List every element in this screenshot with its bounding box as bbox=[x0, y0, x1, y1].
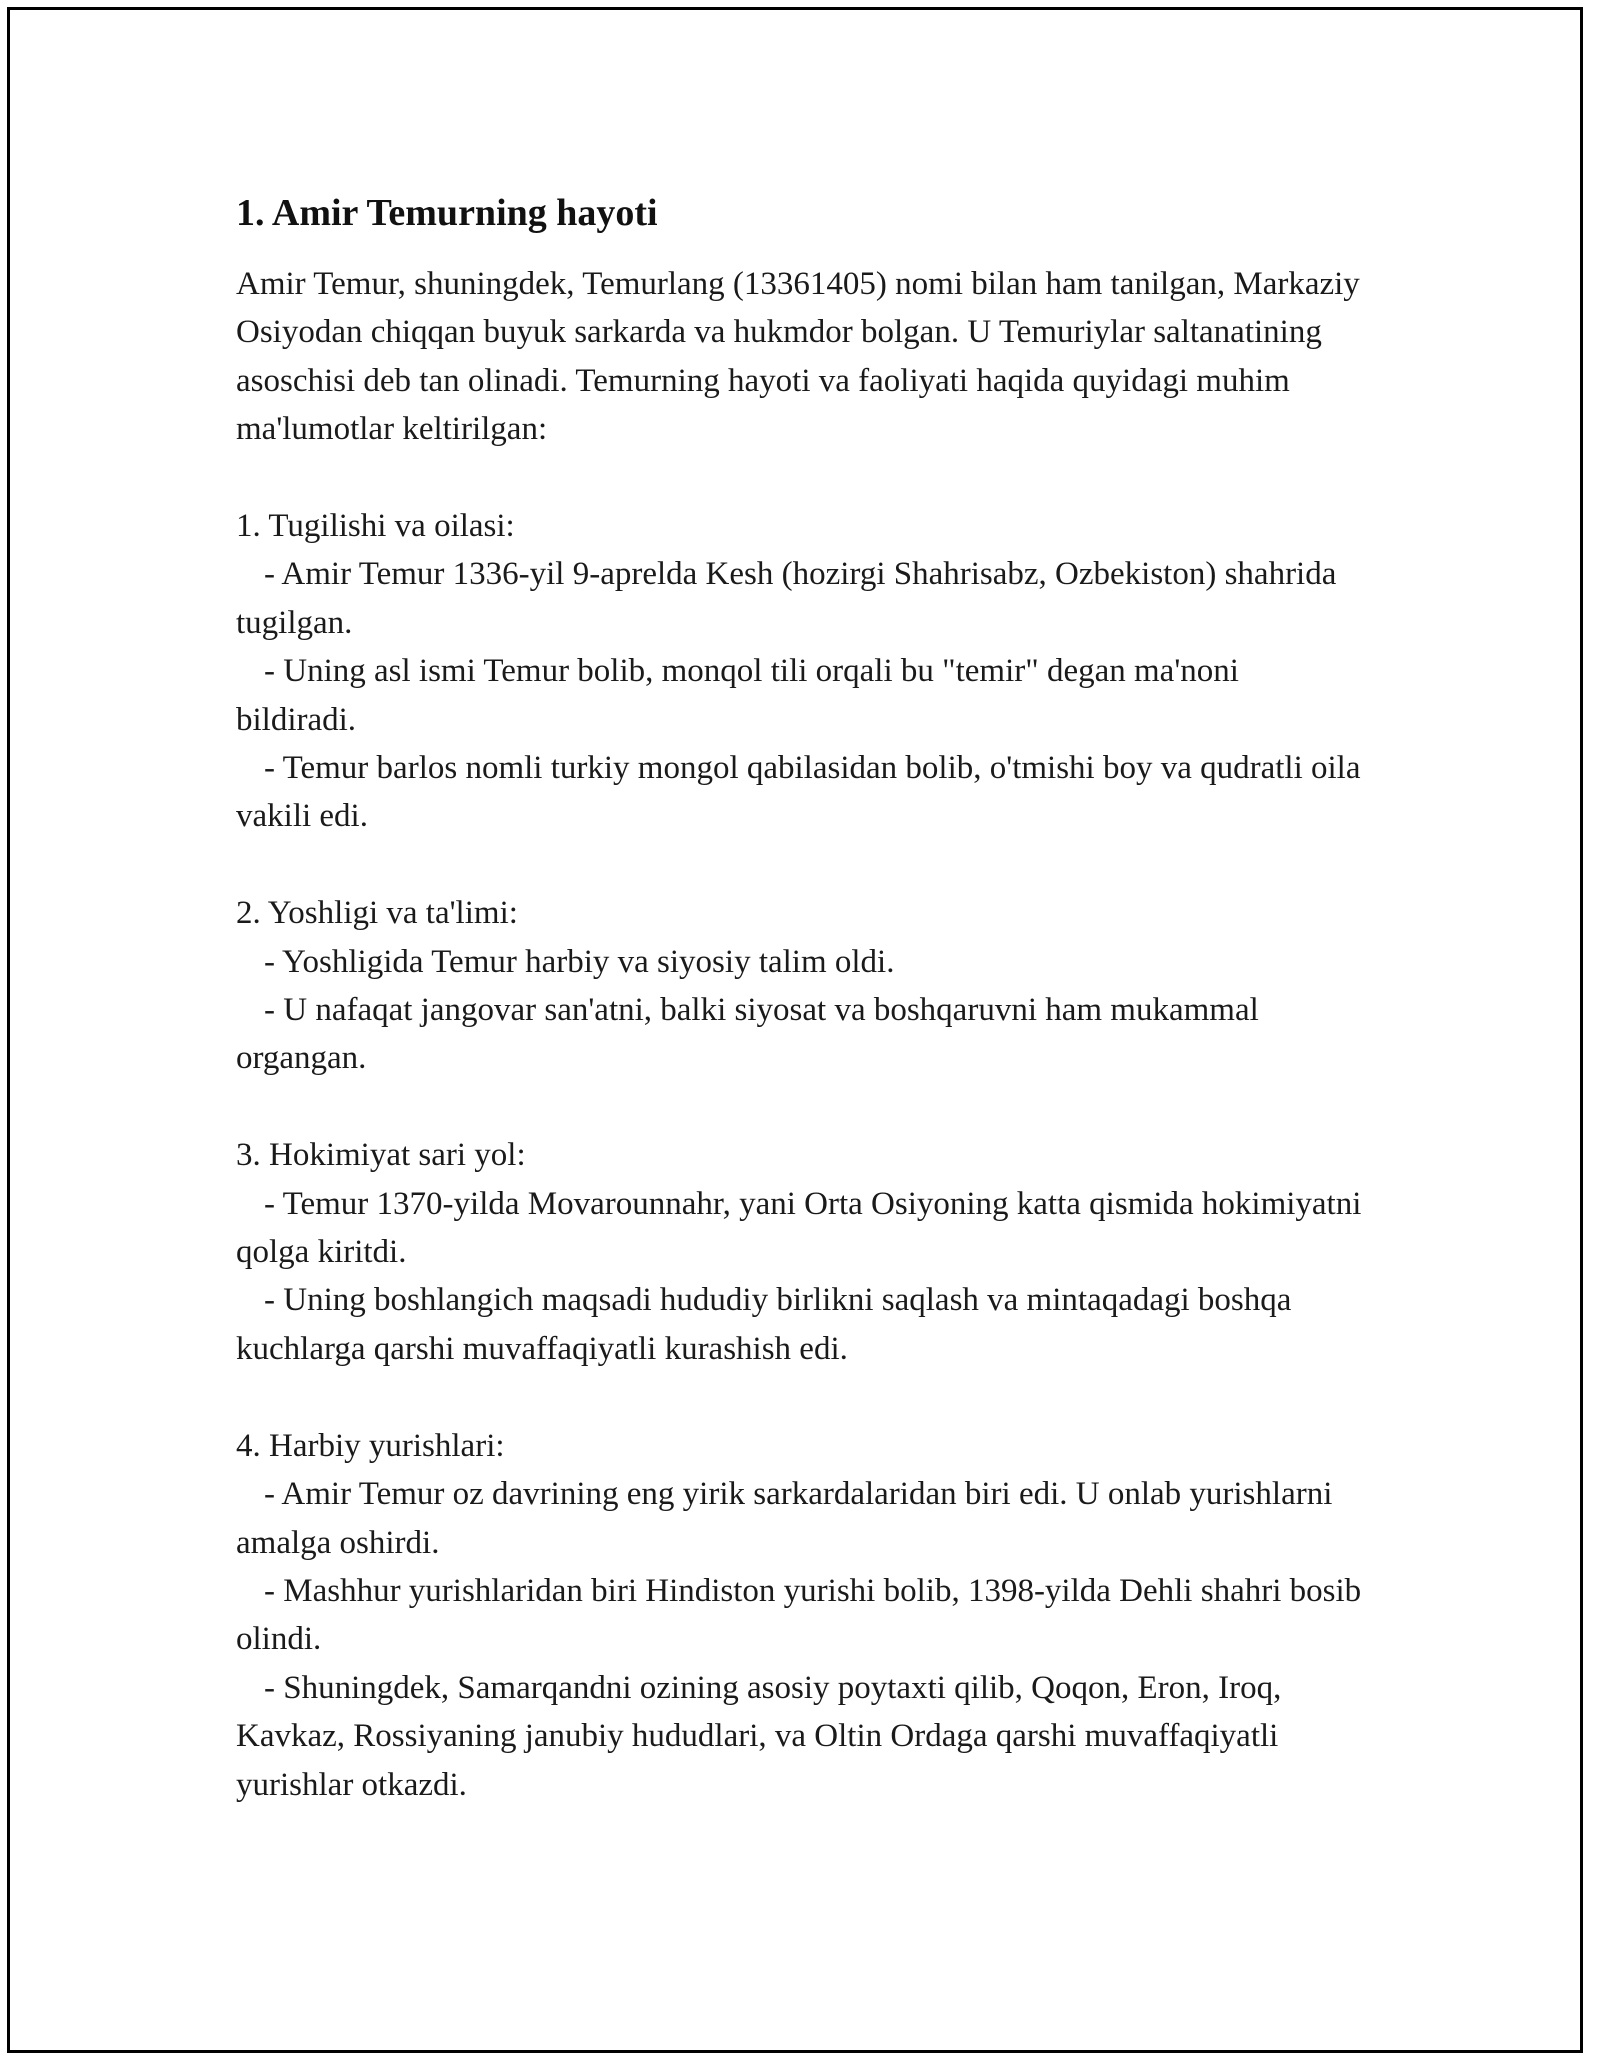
section-bullet: - Shuningdek, Samarqandni ozining asosiy poytaxti qilib, Qoqon, Eron, Iroq, Kavkaz, Rossiyaning janubiy hududlari, va Oltin Ordaga qarshi muvaffaqiyatli yurishlar otkazdi. bbox=[236, 1669, 1282, 1803]
section-heading: 1. Tugilishi va oilasi: bbox=[236, 508, 515, 545]
spacer bbox=[236, 841, 1366, 889]
section-4 bbox=[236, 1422, 1366, 1809]
document-body bbox=[236, 187, 1369, 1809]
section-bullet: - U nafaqat jangovar san'atni, balki siyosat va boshqaruvni ham mukammal organgan. bbox=[236, 992, 1259, 1077]
spacer bbox=[236, 1373, 1366, 1421]
section-bullet: - Amir Temur oz davrining eng yirik sarkardalaridan biri edi. U onlab yurishlarni amalga oshirdi. bbox=[236, 1476, 1333, 1561]
section-bullet: - Amir Temur 1336-yil 9-aprelda Kesh (hozirgi Shahrisabz, Ozbekiston) shahrida tugilgan. bbox=[236, 556, 1337, 641]
spacer bbox=[236, 454, 1366, 502]
section-1 bbox=[236, 502, 1366, 841]
section-3 bbox=[236, 1131, 1366, 1373]
section-bullet: - Mashhur yurishlaridan biri Hindiston yurishi bolib, 1398-yilda Dehli shahri bosib olindi. bbox=[236, 1572, 1362, 1658]
section-bullet: - Temur barlos nomli turkiy mongol qabilasidan bolib, o'tmishi boy va qudratli oila vakili edi. bbox=[236, 750, 1361, 835]
intro-paragraph: Amir Temur, shuningdek, Temurlang (13361405) nomi bilan ham tanilgan, Markaziy Osiyodan chiqqan buyuk sarkarda va hukmdor bolgan. U Temuriylar saltanatining asoschisi deb tan olinadi. Temurning hayoti va faoliyati haqida quyidagi muhim ma'lumotlar keltirilgan: bbox=[236, 266, 1369, 448]
section-bullet: - Yoshligida Temur harbiy va siyosiy talim oldi. bbox=[264, 943, 895, 980]
section-2 bbox=[236, 889, 1366, 1083]
section-heading: 3. Hokimiyat sari yol: bbox=[236, 1137, 526, 1174]
section-heading: 4. Harbiy yurishlari: bbox=[236, 1427, 505, 1464]
section-bullet: - Uning asl ismi Temur bolib, monqol tili orqali bu "temir" degan ma'noni bildiradi. bbox=[236, 653, 1239, 738]
section-heading: 2. Yoshligi va ta'limi: bbox=[236, 895, 518, 932]
spacer bbox=[236, 1083, 1366, 1131]
section-bullet: - Uning boshlangich maqsadi hududiy birlikni saqlash va mintaqadagi boshqa kuchlarga qarshi muvaffaqiyatli kurashish edi. bbox=[236, 1282, 1292, 1367]
document-title: 1. Amir Temurning hayoti bbox=[236, 192, 658, 234]
section-bullet: - Temur 1370-yilda Movarounnahr, yani Orta Osiyoning katta qismida hokimiyatni qolga kiritdi. bbox=[236, 1185, 1362, 1271]
